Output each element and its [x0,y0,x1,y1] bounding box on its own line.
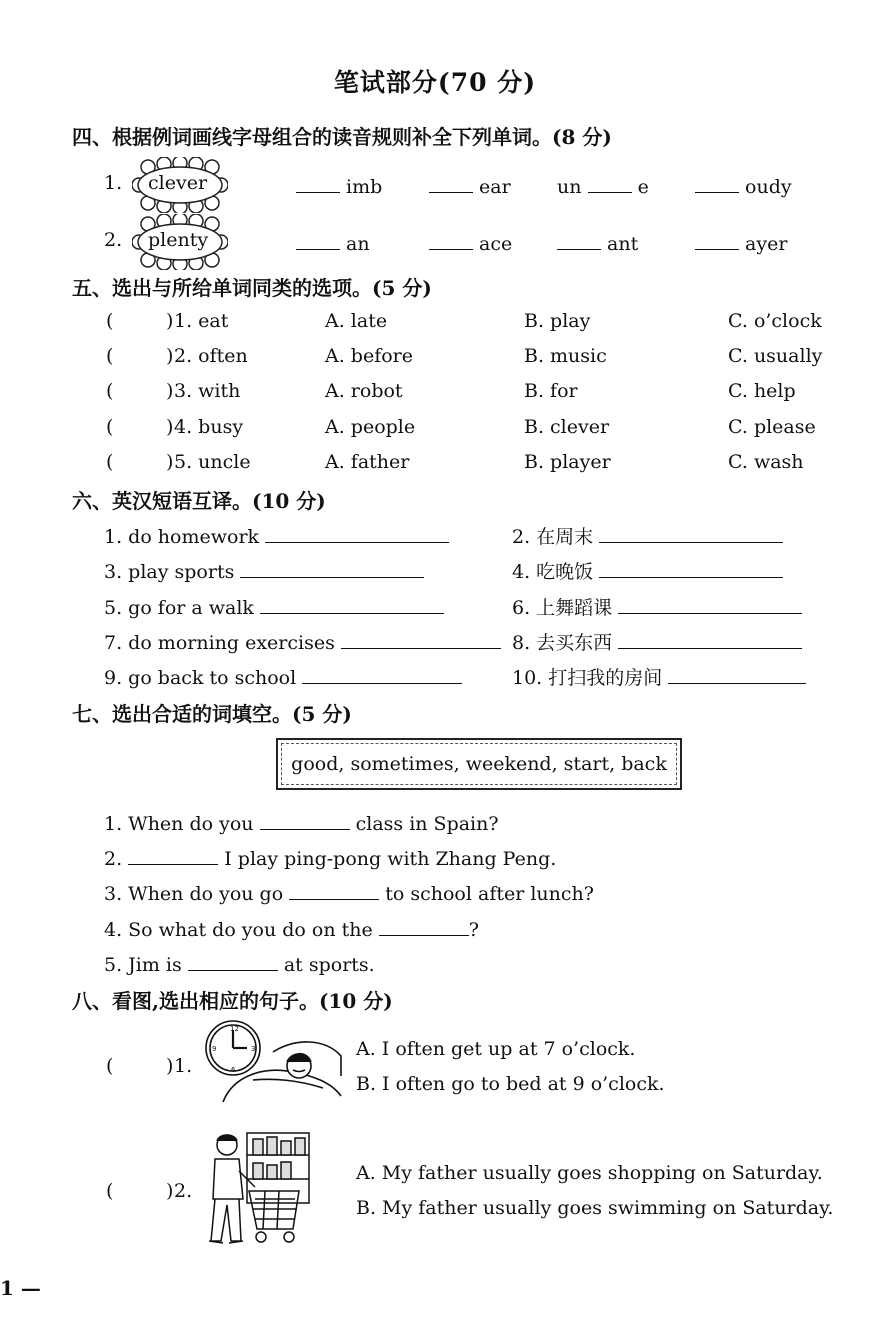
svg-text:6: 6 [231,1066,236,1074]
s6-phrase[interactable]: 10. 打扫我的房间 [512,663,806,690]
answer-paren-close: ) [166,451,174,473]
s7-sentence[interactable]: 5. Jim is at sports. [104,950,375,976]
s6-phrase[interactable]: 2. 在周末 [512,522,783,549]
section-6-heading: 六、英汉短语互译。(10 分) [72,489,326,513]
s4-row2-number: 2. [104,229,123,251]
s4-row2-item[interactable]: ant [557,229,638,255]
s6-phrase[interactable]: 6. 上舞蹈课 [512,593,802,620]
s4-row2-item[interactable]: ace [429,229,512,255]
s4-row1-item[interactable]: oudy [695,172,792,198]
s6-phrase[interactable]: 8. 去买东西 [512,628,802,655]
shopping-father-picture [203,1125,315,1257]
answer-paren-close: ) [166,380,174,402]
s4-row2-item[interactable]: ayer [695,229,787,255]
s5-question: 5. uncle [174,451,251,473]
s5-option-a[interactable]: A. father [325,451,410,473]
section-7-heading: 七、选出合适的词填空。(5 分) [72,702,352,726]
answer-paren-close: ) [166,345,174,367]
s7-sentence[interactable]: 4. So what do you do on the ? [104,915,479,941]
s5-option-c[interactable]: C. o’clock [728,310,822,332]
answer-paren-close: ) [166,1055,174,1077]
answer-paren-open[interactable]: ( [106,310,114,332]
s4-row1-number: 1. [104,172,123,194]
section-4-heading: 四、根据例词画线字母组合的读音规则补全下列单词。(8 分) [72,125,612,149]
s8-q2-number: 2. [174,1180,193,1202]
s5-option-b[interactable]: B. clever [524,416,610,438]
answer-paren-open[interactable]: ( [106,416,114,438]
s6-phrase[interactable]: 4. 吃晚饭 [512,557,783,584]
s4-row1-item[interactable]: ear [429,172,511,198]
s5-option-b[interactable]: B. play [524,310,591,332]
word-bank-box [276,738,682,790]
s6-phrase[interactable]: 5. go for a walk [104,593,444,619]
section-5-heading: 五、选出与所给单词同类的选项。(5 分) [72,276,432,300]
page-title: 笔试部分(70 分) [333,68,537,97]
s4-row2-example-word: plenty [148,229,209,251]
s5-option-a[interactable]: A. robot [325,380,403,402]
s5-question: 3. with [174,380,241,402]
s5-question: 1. eat [174,310,229,332]
answer-paren-open[interactable]: ( [106,380,114,402]
s4-row1-example-word: clever [148,172,208,194]
s8-q1-option-a[interactable]: A. I often get up at 7 o’clock. [356,1038,636,1060]
answer-paren-close: ) [166,1180,174,1202]
s6-phrase[interactable]: 1. do homework [104,522,449,548]
s4-row1-item[interactable]: imb [296,172,382,198]
page-number: 1 — [0,1276,41,1300]
s4-row1-item[interactable]: un e [557,172,649,198]
sleeping-boy-clock-picture [203,1016,345,1108]
s5-option-a[interactable]: A. before [325,345,414,367]
answer-paren-close: ) [166,416,174,438]
s5-option-a[interactable]: A. late [325,310,388,332]
answer-paren-open[interactable]: ( [106,1055,114,1077]
s4-row2-item[interactable]: an [296,229,370,255]
s7-sentence[interactable]: 2. I play ping-pong with Zhang Peng. [104,844,556,870]
s5-option-c[interactable]: C. help [728,380,796,402]
answer-paren-close: ) [166,310,174,332]
s5-question: 4. busy [174,416,244,438]
s8-q2-option-a[interactable]: A. My father usually goes shopping on Saturday. [356,1162,823,1184]
svg-text:3: 3 [251,1045,256,1053]
s5-option-b[interactable]: B. player [524,451,611,473]
s6-phrase[interactable]: 7. do morning exercises [104,628,501,654]
answer-paren-open[interactable]: ( [106,451,114,473]
s6-phrase[interactable]: 3. play sports [104,557,424,583]
s8-q1-number: 1. [174,1055,193,1077]
svg-text:9: 9 [212,1045,217,1053]
s5-option-b[interactable]: B. music [524,345,607,367]
s7-sentence[interactable]: 3. When do you go to school after lunch? [104,879,594,905]
s5-option-c[interactable]: C. wash [728,451,804,473]
word-bank-text: good, sometimes, weekend, start, back [291,753,667,775]
s8-q1-option-b[interactable]: B. I often go to bed at 9 o’clock. [356,1073,665,1095]
answer-paren-open[interactable]: ( [106,1180,114,1202]
answer-paren-open[interactable]: ( [106,345,114,367]
s7-sentence[interactable]: 1. When do you class in Spain? [104,809,499,835]
s5-question: 2. often [174,345,248,367]
s5-option-b[interactable]: B. for [524,380,578,402]
s5-option-a[interactable]: A. people [325,416,416,438]
s5-option-c[interactable]: C. usually [728,345,823,367]
svg-text:12: 12 [230,1025,239,1033]
section-8-heading: 八、看图,选出相应的句子。(10 分) [72,989,393,1013]
s5-option-c[interactable]: C. please [728,416,816,438]
s6-phrase[interactable]: 9. go back to school [104,663,462,689]
s8-q2-option-b[interactable]: B. My father usually goes swimming on Saturday. [356,1197,834,1219]
